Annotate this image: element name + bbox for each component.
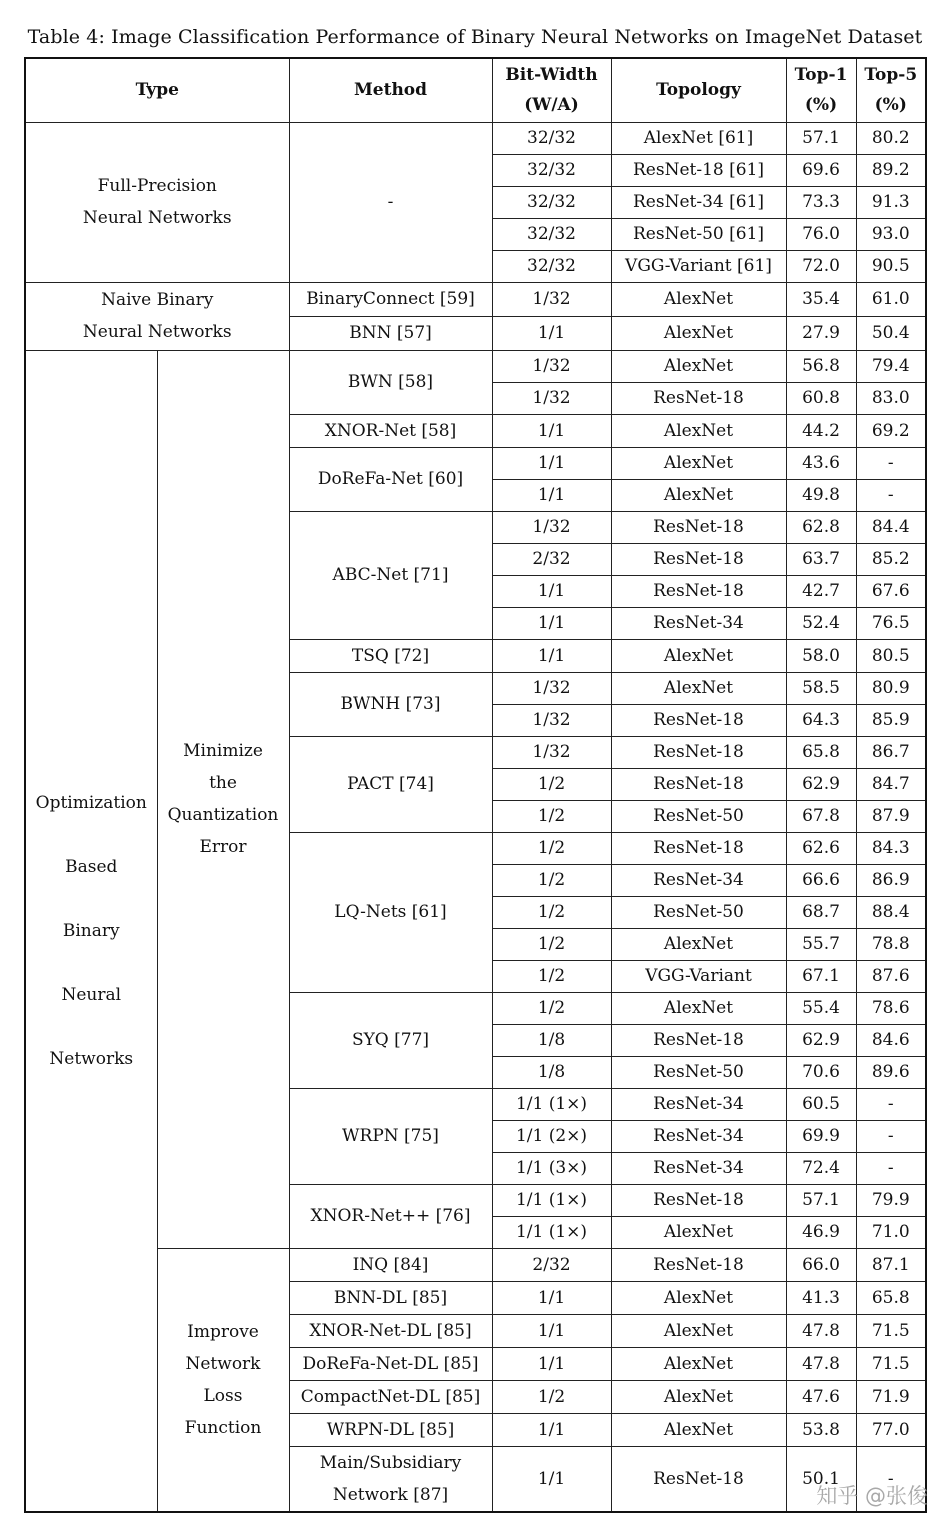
top5-cell: 80.5 [856,639,926,672]
method-line: PACT [74] [347,774,434,794]
method-cell [289,1281,492,1314]
top1-cell: 69.6 [786,154,856,186]
top5-cell: 65.8 [856,1281,926,1314]
results-table [24,57,927,1513]
top5-cell: 86.9 [856,864,926,896]
top1-cell: 63.7 [786,543,856,575]
method-cell [289,316,492,350]
topology-cell: ResNet-50 [611,896,786,928]
type-line: Neural Networks [82,208,232,228]
top5-cell: 87.9 [856,800,926,832]
method-cell [289,1314,492,1347]
bitwidth-cell: 1/2 [492,832,611,864]
method-cell [289,832,492,992]
top5-cell: 61.0 [856,282,926,316]
bitwidth-cell: 2/32 [492,1248,611,1281]
type-line: Optimization [35,792,147,813]
bitwidth-cell: 1/1 [492,1314,611,1347]
top5-cell: 84.3 [856,832,926,864]
topology-cell: ResNet-18 [611,736,786,768]
topology-cell: AlexNet [611,447,786,479]
bitwidth-cell: 1/1 [492,607,611,639]
top1-cell: 67.1 [786,960,856,992]
method-line: Main/Subsidiary [319,1452,462,1473]
top1-cell: 52.4 [786,607,856,639]
bitwidth-cell: 1/1 [492,1446,611,1512]
topology-cell: ResNet-34 [611,1088,786,1120]
top1-cell: 72.4 [786,1152,856,1184]
top5-cell: 84.6 [856,1024,926,1056]
type-line: Based [65,856,118,877]
topology-cell: ResNet-34 [611,1152,786,1184]
topology-cell: ResNet-18 [611,768,786,800]
top1-cell: 57.1 [786,1184,856,1216]
method-line: TSQ [72] [351,645,430,666]
bitwidth-cell: 1/1 [492,316,611,350]
top1-cell: 62.9 [786,768,856,800]
method-line: - [387,192,394,212]
method-cell [289,511,492,639]
bitwidth-cell: 1/2 [492,864,611,896]
top5-cell: 78.8 [856,928,926,960]
top5-cell: 86.7 [856,736,926,768]
top5-cell: 79.9 [856,1184,926,1216]
bitwidth-cell: 1/2 [492,960,611,992]
top1-cell: 47.6 [786,1380,856,1413]
topology-cell: ResNet-18 [611,1184,786,1216]
topology-cell: ResNet-34 [611,864,786,896]
method-cell [289,1446,492,1512]
topology-cell: AlexNet [611,639,786,672]
topology-cell: ResNet-18 [611,1024,786,1056]
subtype-line: Loss [203,1385,243,1406]
method-cell [289,639,492,672]
top1-cell: 69.9 [786,1120,856,1152]
bitwidth-cell: 1/32 [492,350,611,382]
bitwidth-cell: 1/2 [492,992,611,1024]
bitwidth-cell: 1/1 (1×) [492,1184,611,1216]
watermark: 知乎 @张俊 [816,1484,928,1508]
top5-cell: - [856,1152,926,1184]
topology-cell: AlexNet [611,672,786,704]
top1-cell: 66.6 [786,864,856,896]
bitwidth-cell: 1/32 [492,704,611,736]
top1-cell: 47.8 [786,1314,856,1347]
method-line: BNN-DL [85] [333,1287,448,1308]
bitwidth-cell: 1/1 [492,1413,611,1446]
method-cell [289,1184,492,1248]
topology-cell: ResNet-18 [611,543,786,575]
top1-cell: 58.5 [786,672,856,704]
method-line: BinaryConnect [59] [306,289,475,309]
bitwidth-cell: 1/1 [492,447,611,479]
top5-cell: 93.0 [856,218,926,250]
method-line: XNOR-Net [58] [324,420,457,441]
bitwidth-cell: 32/32 [492,154,611,186]
method-line: DoReFa-Net [60] [317,469,464,489]
top5-cell: 50.4 [856,316,926,350]
bitwidth-cell: 1/1 [492,1281,611,1314]
top5-cell: 78.6 [856,992,926,1024]
method-cell [289,1413,492,1446]
topology-cell: AlexNet [611,1314,786,1347]
top5-cell: 83.0 [856,382,926,414]
top5-cell: - [856,1088,926,1120]
type-cell [25,122,289,282]
top5-cell: - [856,479,926,511]
topology-cell: ResNet-18 [611,575,786,607]
topology-cell: ResNet-50 [611,1056,786,1088]
method-line: WRPN [75] [342,1126,439,1146]
bitwidth-cell: 1/1 (3×) [492,1152,611,1184]
top1-cell: 66.0 [786,1248,856,1281]
header-top5-line-2: (%) [874,95,907,116]
topology-cell: ResNet-34 [611,1120,786,1152]
topology-cell: AlexNet [611,282,786,316]
type-line: Naive Binary [101,290,214,310]
topology-cell: ResNet-18 [611,704,786,736]
top5-cell: 67.6 [856,575,926,607]
topology-cell: AlexNet [611,414,786,447]
topology-cell: ResNet-18 [611,1446,786,1512]
top1-cell: 43.6 [786,447,856,479]
top5-cell: 69.2 [856,414,926,447]
table-row [25,282,926,316]
topology-cell: AlexNet [611,1380,786,1413]
topology-cell: ResNet-18 [611,511,786,543]
top5-cell: 71.5 [856,1347,926,1380]
bitwidth-cell: 1/1 (2×) [492,1120,611,1152]
top5-cell: 71.5 [856,1314,926,1347]
bitwidth-cell: 1/1 [492,414,611,447]
top1-cell: 60.5 [786,1088,856,1120]
subtype-line: the [209,773,237,793]
top1-cell: 73.3 [786,186,856,218]
top1-cell: 70.6 [786,1056,856,1088]
bitwidth-cell: 1/8 [492,1056,611,1088]
top5-cell: 85.2 [856,543,926,575]
type-line: Neural [61,984,122,1005]
method-line: BNN [57] [349,323,432,343]
bitwidth-cell: 1/1 (1×) [492,1088,611,1120]
top1-cell: 72.0 [786,250,856,282]
top5-cell: - [856,447,926,479]
bitwidth-cell: 2/32 [492,543,611,575]
topology-cell: AlexNet [611,1281,786,1314]
top5-cell: 84.7 [856,768,926,800]
top5-cell: 87.1 [856,1248,926,1281]
bitwidth-cell: 32/32 [492,186,611,218]
header-top5-line-1: Top-5 [864,65,918,86]
topology-cell: AlexNet [611,1216,786,1248]
subtype-line: Minimize [183,741,263,761]
top5-cell: 71.9 [856,1380,926,1413]
method-cell [289,992,492,1088]
header-bitwidth-line-1: Bit-Width [505,65,598,86]
bitwidth-cell: 1/2 [492,768,611,800]
top1-cell: 27.9 [786,316,856,350]
method-line: BWN [58] [347,372,434,392]
top5-cell: 89.6 [856,1056,926,1088]
header-bitwidth [492,58,611,122]
top1-cell: 68.7 [786,896,856,928]
bitwidth-cell: 1/2 [492,896,611,928]
top1-cell: 58.0 [786,639,856,672]
bitwidth-cell: 1/1 [492,639,611,672]
table-row [25,350,926,382]
topology-cell: ResNet-34 [611,607,786,639]
top5-cell: 84.4 [856,511,926,543]
top5-cell: 88.4 [856,896,926,928]
table-row [25,1248,926,1281]
method-line: INQ [84] [352,1254,429,1275]
type-line: Neural Networks [82,322,232,342]
topology-cell: VGG-Variant [61] [611,250,786,282]
top1-cell: 62.9 [786,1024,856,1056]
bitwidth-cell: 1/32 [492,511,611,543]
method-cell [289,447,492,511]
topology-cell: AlexNet [611,316,786,350]
top1-cell: 55.4 [786,992,856,1024]
top1-cell: 35.4 [786,282,856,316]
bitwidth-cell: 1/2 [492,928,611,960]
header-top5 [856,58,926,122]
method-cell [289,282,492,316]
top5-cell: 71.0 [856,1216,926,1248]
header-top1-line-2: (%) [804,95,838,116]
topology-cell: AlexNet [611,1347,786,1380]
method-cell [289,672,492,736]
table-caption: Table 4: Image Classification Performance of Binary Neural Networks on ImageNet Dataset [27,26,923,48]
top5-cell: 76.5 [856,607,926,639]
top5-cell: - [856,1446,926,1512]
method-cell [289,1088,492,1184]
top1-cell: 42.7 [786,575,856,607]
top1-cell: 50.1 [786,1446,856,1512]
topology-cell: AlexNet [611,479,786,511]
bitwidth-cell: 32/32 [492,122,611,154]
top1-cell: 46.9 [786,1216,856,1248]
method-line: Network [87] [332,1484,449,1505]
top1-cell: 44.2 [786,414,856,447]
top5-cell: 85.9 [856,704,926,736]
top1-cell: 65.8 [786,736,856,768]
method-line: DoReFa-Net-DL [85] [302,1353,479,1374]
header-top1-line-1: Top-1 [794,65,848,86]
bitwidth-cell: 1/32 [492,382,611,414]
topology-cell: ResNet-18 [611,832,786,864]
bitwidth-cell: 1/1 [492,575,611,607]
topology-cell: AlexNet [61] [611,122,786,154]
topology-cell: AlexNet [611,992,786,1024]
method-line: XNOR-Net++ [76] [310,1206,471,1226]
method-cell [289,736,492,832]
bitwidth-cell: 1/32 [492,672,611,704]
table-row [25,122,926,154]
type-line: Full-Precision [97,176,217,196]
top1-cell: 41.3 [786,1281,856,1314]
method-line: CompactNet-DL [85] [300,1386,481,1407]
method-line: LQ-Nets [61] [334,902,447,922]
topology-cell: AlexNet [611,1413,786,1446]
top1-cell: 56.8 [786,350,856,382]
header-type: Type [25,58,289,122]
bitwidth-cell: 1/32 [492,282,611,316]
top5-cell: 77.0 [856,1413,926,1446]
method-cell [289,350,492,414]
bitwidth-cell: 1/32 [492,736,611,768]
bitwidth-cell: 1/1 (1×) [492,1216,611,1248]
subtype-line: Function [184,1417,262,1438]
header-method: Method [289,58,492,122]
bitwidth-cell: 1/2 [492,800,611,832]
type-cell [25,350,157,1512]
topology-cell: ResNet-18 [611,382,786,414]
header-top1 [786,58,856,122]
top5-cell: 79.4 [856,350,926,382]
bitwidth-cell: 1/1 [492,479,611,511]
bitwidth-cell: 1/1 [492,1347,611,1380]
subtype-line: Improve [187,1321,259,1342]
bitwidth-cell: 32/32 [492,218,611,250]
top1-cell: 49.8 [786,479,856,511]
subtype-line: Quantization [167,805,279,825]
top1-cell: 67.8 [786,800,856,832]
type-line: Binary [62,920,120,941]
method-line: BWNH [73] [340,694,441,714]
top5-cell: - [856,1120,926,1152]
top1-cell: 62.6 [786,832,856,864]
method-cell [289,122,492,282]
type-cell [25,282,289,350]
topology-cell: ResNet-50 [611,800,786,832]
method-line: SYQ [77] [351,1030,430,1050]
topology-cell: ResNet-18 [61] [611,154,786,186]
top1-cell: 60.8 [786,382,856,414]
method-cell [289,1248,492,1281]
method-line: WRPN-DL [85] [326,1419,455,1440]
bitwidth-cell: 1/8 [492,1024,611,1056]
subtype-line: Network [185,1353,261,1374]
bitwidth-cell: 1/2 [492,1380,611,1413]
topology-cell: ResNet-18 [611,1248,786,1281]
method-cell [289,414,492,447]
top1-cell: 47.8 [786,1347,856,1380]
bitwidth-cell: 32/32 [492,250,611,282]
top1-cell: 55.7 [786,928,856,960]
top1-cell: 57.1 [786,122,856,154]
topology-cell: ResNet-50 [61] [611,218,786,250]
method-line: XNOR-Net-DL [85] [309,1320,472,1341]
subtype-line: Error [199,837,247,857]
top5-cell: 89.2 [856,154,926,186]
method-cell [289,1380,492,1413]
type-line: Networks [49,1048,134,1069]
header-bitwidth-line-2: (W/A) [524,95,579,116]
topology-cell: AlexNet [611,928,786,960]
top5-cell: 91.3 [856,186,926,218]
topology-cell: AlexNet [611,350,786,382]
table-body [25,122,926,1512]
top1-cell: 53.8 [786,1413,856,1446]
header-topology: Topology [611,58,786,122]
top1-cell: 64.3 [786,704,856,736]
subtype-cell [157,1248,289,1512]
method-cell [289,1347,492,1380]
top5-cell: 80.9 [856,672,926,704]
topology-cell: ResNet-34 [61] [611,186,786,218]
top1-cell: 62.8 [786,511,856,543]
top1-cell: 76.0 [786,218,856,250]
top5-cell: 80.2 [856,122,926,154]
method-line: ABC-Net [71] [332,565,449,585]
top5-cell: 90.5 [856,250,926,282]
subtype-cell [157,350,289,1248]
topology-cell: VGG-Variant [611,960,786,992]
top5-cell: 87.6 [856,960,926,992]
